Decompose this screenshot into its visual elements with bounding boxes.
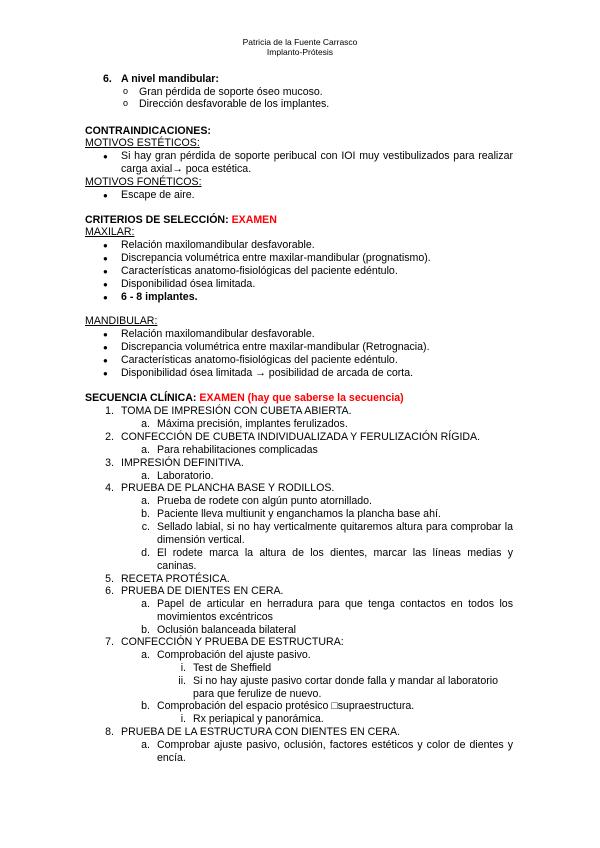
exam-tag: EXAMEN bbox=[231, 214, 277, 226]
criterios-title: CRITERIOS DE SELECCIÓN: bbox=[85, 214, 229, 226]
substep-marker: a. bbox=[141, 598, 150, 610]
substep-marker: a. bbox=[141, 739, 150, 751]
subsection-label-maxilar: MAXILAR: bbox=[85, 226, 135, 238]
list-item: ● Si hay gran pérdida de soporte peribucal con IOI muy vestibulizados para realizar carga axial→ poca estética. bbox=[121, 150, 513, 176]
item-6-title: A nivel mandibular: bbox=[121, 73, 219, 85]
substep-marker: d. bbox=[141, 547, 150, 559]
section-title-secuencia bbox=[85, 392, 404, 405]
item-6-number: 6. bbox=[103, 73, 112, 85]
substep-1a: Máxima precisión, implantes ferulizados. bbox=[157, 418, 348, 430]
substep-6b: Oclusión balanceada bilateral bbox=[157, 624, 296, 636]
step-number: 6. bbox=[105, 585, 114, 597]
substep-marker: c. bbox=[141, 521, 150, 533]
subsection-label-esteticos: MOTIVOS ESTÉTICOS: bbox=[85, 137, 200, 149]
substep-4d: El rodete marca la altura de los dientes, marcar las líneas medias y caninas. bbox=[157, 547, 513, 572]
list-item: ● Disponibilidad ósea limitada. bbox=[121, 278, 255, 291]
list-item: ● Características anatomo-fisiológicas del paciente edéntulo. bbox=[121, 354, 398, 367]
substep-marker: i. bbox=[180, 713, 186, 725]
substep-7b-i: Rx periapical y panorámica. bbox=[193, 713, 324, 725]
step-8: PRUEBA DE LA ESTRUCTURA CON DIENTES EN CERA. bbox=[121, 726, 401, 738]
step-4: PRUEBA DE PLANCHA BASE Y RODILLOS. bbox=[121, 482, 335, 494]
substep-marker: ii. bbox=[178, 675, 186, 687]
substep-7a-ii: Si no hay ajuste pasivo cortar donde falla y mandar al laboratorio para que ferulize de nuevo. bbox=[193, 675, 499, 700]
substep-7b: Comprobación del espacio protésico □supraestructura. bbox=[157, 700, 415, 712]
substep-4c: Sellado labial, si no hay verticalmente quitaremos altura para comprobar la dimensión vertical. bbox=[157, 521, 513, 546]
substep-2a: Para rehabilitaciones complicadas bbox=[157, 444, 318, 456]
substep-marker: b. bbox=[141, 508, 150, 520]
substep-6a: Papel de articular en herradura para que tenga contactos en todos los movimientos excéntricos bbox=[157, 598, 513, 623]
subsection-label-foneticos: MOTIVOS FONÉTICOS: bbox=[85, 176, 202, 188]
step-number: 1. bbox=[105, 405, 114, 417]
section-title-contraindicaciones: CONTRAINDICACIONES: bbox=[85, 125, 211, 137]
page-header bbox=[0, 37, 600, 57]
step-number: 3. bbox=[105, 457, 114, 469]
substep-3a: Laboratorio. bbox=[157, 470, 214, 482]
substep-7a: Comprobación del ajuste pasivo. bbox=[157, 649, 311, 661]
substep-marker: a. bbox=[141, 649, 150, 661]
substep-4a: Prueba de rodete con algún punto atornillado. bbox=[157, 495, 372, 507]
step-number: 5. bbox=[105, 573, 114, 585]
list-item: ● Escape de aire. bbox=[121, 189, 195, 202]
substep-marker: b. bbox=[141, 624, 150, 636]
substep-marker: b. bbox=[141, 700, 150, 712]
step-number: 2. bbox=[105, 431, 114, 443]
subject-name: Implanto-Prótesis bbox=[266, 47, 334, 57]
substep-marker: a. bbox=[141, 444, 150, 456]
list-item: o Dirección desfavorable de los implantes. bbox=[139, 98, 329, 111]
substep-4b: Paciente lleva multiunit y enganchamos la plancha base ahí. bbox=[157, 508, 441, 520]
step-7: CONFECCIÓN Y PRUEBA DE ESTRUCTURA: bbox=[121, 636, 344, 648]
exam-tag: EXAMEN (hay que saberse la secuencia) bbox=[199, 392, 404, 404]
subsection-label-mandibular: MANDIBULAR: bbox=[85, 315, 158, 327]
step-number: 8. bbox=[105, 726, 114, 738]
substep-8a: Comprobar ajuste pasivo, oclusión, factores estéticos y color de dientes y encía. bbox=[157, 739, 513, 764]
list-item: ● Características anatomo-fisiológicas del paciente edéntulo. bbox=[121, 265, 398, 278]
step-number: 4. bbox=[105, 482, 114, 494]
substep-marker: a. bbox=[141, 418, 150, 430]
step-2: CONFECCIÓN DE CUBETA INDIVIDUALIZADA Y FERULIZACIÓN RÍGIDA. bbox=[121, 431, 481, 443]
step-6: PRUEBA DE DIENTES EN CERA. bbox=[121, 585, 284, 597]
substep-7a-i: Test de Sheffield bbox=[193, 662, 272, 674]
step-1: TOMA DE IMPRESIÓN CON CUBETA ABIERTA. bbox=[121, 405, 352, 417]
author-name: Patricia de la Fuente Carrasco bbox=[242, 37, 358, 47]
list-item: ● Discrepancia volumétrica entre maxilar-mandibular (Retrognacia). bbox=[121, 341, 430, 354]
list-item: o Gran pérdida de soporte óseo mucoso. bbox=[139, 86, 323, 99]
list-item: ● 6 - 8 implantes. bbox=[121, 291, 198, 304]
step-number: 7. bbox=[105, 636, 114, 648]
list-item: ● Discrepancia volumétrica entre maxilar-mandibular (prognatismo). bbox=[121, 252, 431, 265]
secuencia-title: SECUENCIA CLÍNICA: bbox=[85, 392, 197, 404]
list-item: ● Disponibilidad ósea limitada → posibilidad de arcada de corta. bbox=[121, 367, 413, 380]
step-5: RECETA PROTÉSICA. bbox=[121, 573, 230, 585]
substep-marker: a. bbox=[141, 470, 150, 482]
list-item: ● Relación maxilomandibular desfavorable. bbox=[121, 328, 315, 341]
substep-marker: a. bbox=[141, 495, 150, 507]
step-3: IMPRESIÓN DEFINITIVA. bbox=[121, 457, 244, 469]
substep-marker: i. bbox=[180, 662, 186, 674]
list-item: ● Relación maxilomandibular desfavorable. bbox=[121, 239, 315, 252]
